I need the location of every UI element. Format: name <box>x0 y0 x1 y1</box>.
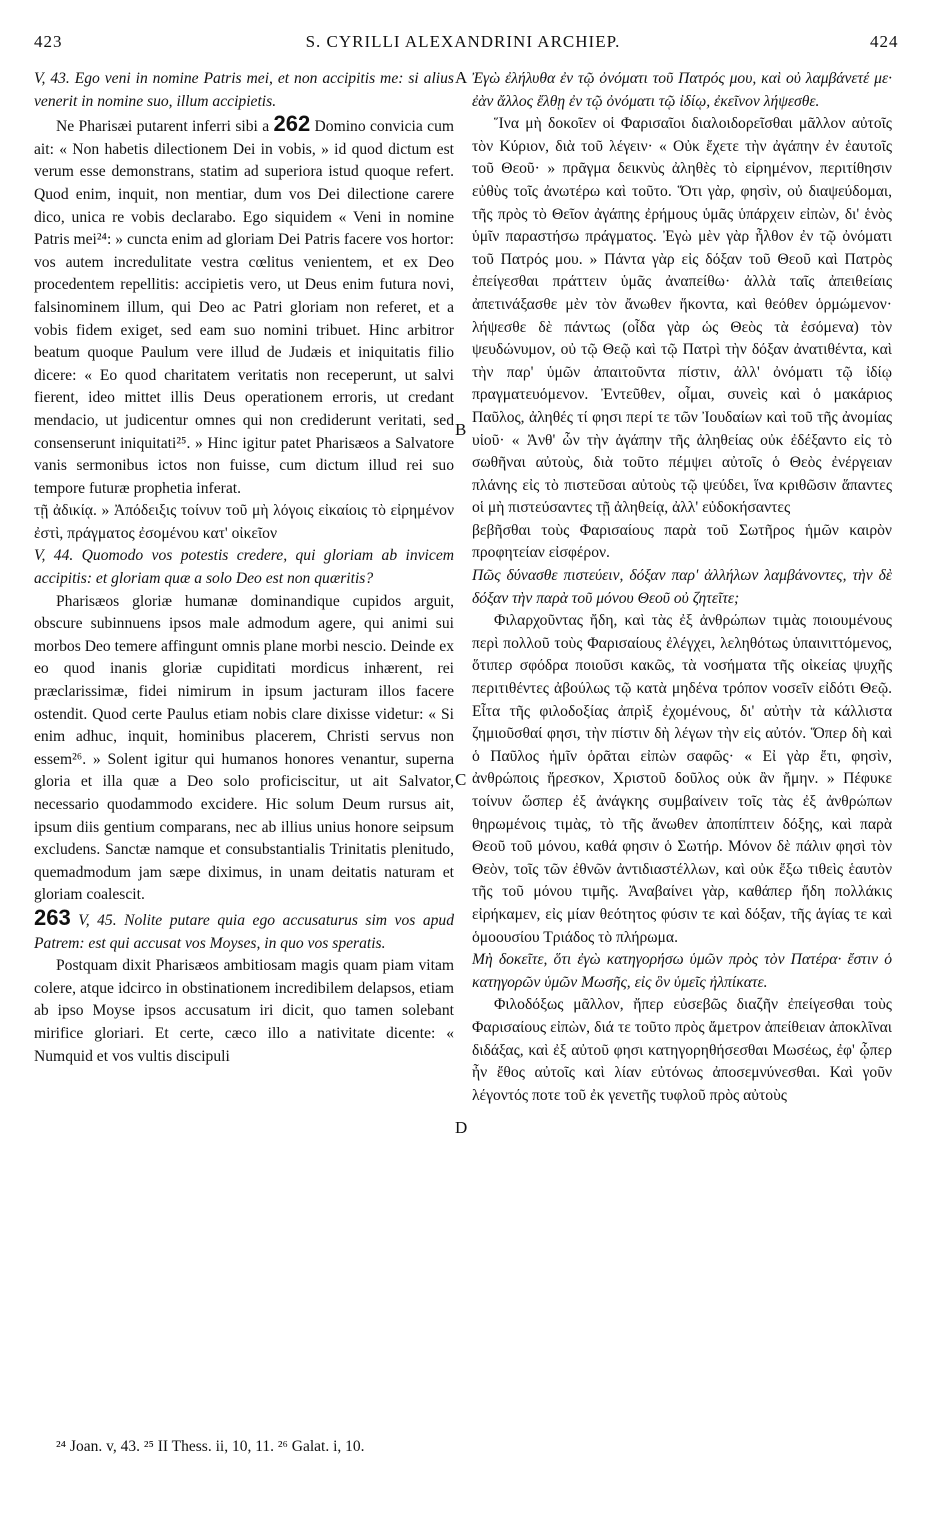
margin-letter-d: D <box>455 1118 468 1137</box>
verse-heading-44-greek: Πῶς δύνασθε πιστεύειν, δόξαν παρ' ἀλλήλων λαμβάνοντες, τὴν δὲ δόξαν τὴν παρὰ τοῦ μόνου Θεοῦ οὐ ζητεῖτε; <box>472 567 892 607</box>
verse-heading-43-latin: V, 43. Ego veni in nomine Patris mei, et non accipitis me: si alius venerit in nomine suo, illum accipietis. <box>34 70 454 110</box>
margin-letter-c: C <box>455 770 467 789</box>
section-number-262: 262 <box>273 111 311 137</box>
latin-paragraph-3: Postquam dixit Pharisæos ambitiosam magis quam piam vitam colere, atque idcirco in obstinationem incredibilem delapsos, etiam ab ipso Moyse ipsos accusatum iri dicit, quo tamen solebant mirifice gloriari. Et certe, cæco illo a nativitate dicente: « Numquid et vos vultis discipuli <box>34 957 454 1065</box>
greek-paragraph-2: Φιλαρχοῦντας ἤδη, καὶ τὰς ἐξ ἀνθρώπων τιμὰς ποιουμένους περὶ πολλοῦ τοὺς Φαρισαίους ἐλέγχει, λεληθότως ὑπαινιττόμενος, ὅτιπερ σφόδρα ποιοῦσι κακῶς, τὰ νοσήματα τῆς οἰκείας ψυχῆς περιτιθέντες ἀβούλως τῷ κατὰ μηδένα τρόπον νοσεῖν εἰδότι Θεῷ. Εἶτα τῆς φιλοδοξίας ἀπρὶξ ἐχομένους, δι' αὐτὴν τὰ κάλλιστα ζημιοῦσθαί φησι, τὴν πίστιν δὴ λέγων τὴν εἰς αὐτόν. Ὅπερ δὴ καὶ ὁ Παῦλος ἡμῖν ὁρᾶται εἰπὼν σαφῶς· « Εἰ γὰρ ἔτι, φησὶν, ἀνθρώποις ἤρεσκον, Χριστοῦ δοῦλος οὐκ ἂν ἤμην. » Πέφυκε τοίνυν ὥσπερ ἐξ ἀνάγκης συμβαίνειν τοῖς τὰς ἐξ ἀνθρώπων θηρωμένοις τιμὰς, τὸ τῆς ἄνωθεν ἀποπίπτειν δόξης, καὶ παρὰ Θεοῦ τοῦ μόνου, καθά φησιν ὁ Σωτήρ. Μόνον δὲ πάλιν φησὶ τὸν Θεὸν, τοῖς τῶν ἐθνῶν ἀντιδιαστέλλων, καὶ οὐκ ἔξω τιθεὶς ἑαυτὸν τῆς τοῦ μόνου τιμῆς. Ἀναβαίνει γὰρ, καθάπερ ἤδη πολλάκις εἰρήκαμεν, εἰς μίαν θεότητος φύσιν τε καὶ δόξαν, τῆς ἁγίας τε καὶ ὁμοουσίου Τριάδος τὸ πλήρωμα. <box>472 612 892 946</box>
margin-letter-a: A <box>455 68 468 87</box>
latin-p1-start: Ne Pharisæi putarent inferri sibi a <box>56 118 270 136</box>
greek-paragraph-1: Ἵνα μὴ δοκοῖεν οἱ Φαρισαῖοι διαλοιδορεῖσθαι μᾶλλον αὐτοῖς τὸν Κύριον, διὰ τοῦ λέγειν· « Οὐκ ἔχετε τὴν ἀγάπην ἐν ἑαυτοῖς τοῦ Θεοῦ· » πρᾶγμα δεικνὺς ἀληθὲς τὸ εἰρημένον, περιτίθησιν εὐθὺς τοῖς ἀνωτέρω καὶ τοῦτο. Ὅτι γὰρ, φησὶν, οὐ διαψεύδομαι, τῆς πρὸς τὸ Θεῖον ἀγάπης ἐρήμους ὑμᾶς ὑπάρχειν εἰπὼν, δι' ἑνὸς ὑμῖν παραστήσω πράγματος. Ἐγὼ μὲν γὰρ ἦλθον ἐν τῷ ὀνόματι τοῦ Πατρός μου. » Πάντα γὰρ εἰς δόξαν τοῦ Θεοῦ καὶ Πατρὸς ἐπείγεσθαι πράττειν ὑμᾶς ἀναπείθω· ἀλλὰ ταῖς ἀπειθείαις ἀπετινάξασθε μὲν τὸν ἄνωθεν ἥκοντα, καὶ θεόθεν ὁρμώμενον· λήψεσθε δὲ πάντως (οἶδα γὰρ ὡς Θεὸς τὰ ἐσόμενα) τὸν ψευδώνυμον, οὐ τῷ Θεῷ καὶ τῷ Πατρὶ τὴν δόξαν ἀνατιθέντα, καὶ τὴν παρ' ὑμῶν ἀπαιτοῦντα πίστιν, ἀλλ' ὀνόματι τῷ ἰδίῳ πραγματευόμενον. Ἐντεῦθεν, οἶμαι, συνεὶς καὶ ὁ μακάριος Παῦλος, ἀληθές τί φησι περί τε τῶν Ἰουδαίων καὶ τοῦ τῆς ἀνομίας υἱοῦ· « Ἀνθ' ὧν τὴν ἀγάπην τῆς ἀληθείας οὐκ ἐδέξαντο εἰς τὸ σωθῆναι αὐτοὺς, διὰ τοῦτο πέμψει αὐτοῖς ὁ Θεὸς ἐνέργειαν πλάνης εἰς τὸ πιστεῦσαι αὐτοὺς τῷ ψεύδει, ἵνα κριθῶσιν ἅπαντες οἱ μὴ πιστεύσαντες τῇ ἀληθείᾳ, ἀλλ' εὐδοκήσαντες <box>472 115 892 517</box>
latin-p1-body: Domino convicia cum ait: « Non habetis dilectionem Dei in vobis, » id quod dictum est verum esse demonstrans, statim ad superiora istud quoque refert. Quod enim, inquit, non mentiar, dum vos Dei dilectione carere dico, unica re vobis declarabo. Ego siquidem « Veni in nomine Patris mei²⁴: » cuncta enim ad gloriam Dei Patris facere vos hortor: vos autem incredulitate vestra cœlitus venientem, et ex Deo procedentem repellitis: accipietis vero, ut Deus enim futura novi, falsinominem illum, qui Deo ac Patri gloriam non referet, et a vobis fidem exiget, sed eam suo nomini tribuet. Hinc arbitror beatum quoque Paulum vere illud de Judæis et iniquitatis filio dicere: « Eo quod charitatem veritatis non receperunt, ut salvi fierent, ideo mittet illis Deus operationem erroris, ut credant mendacio, ut judicentur omnes qui non crediderunt veritati, sed consenserunt iniquitati²⁵. » Hinc igitur patet Pharisæos a Salvatore vanis sermonibus ictos non fuisse, cum dictum illud rei suo tempore futuræ prophetia inferat. <box>34 118 454 497</box>
greek-p1-continuation: βεβῆσθαι τοὺς Φαρισαίους παρὰ τοῦ Σωτῆρος ἡμῶν καιρὸν προφητείαν εἰσφέρον. <box>472 521 892 562</box>
latin-column <box>34 68 454 1068</box>
verse-heading-44-latin: V, 44. Quomodo vos potestis credere, qui gloriam ab invicem accipitis: et gloriam quæ a solo Deo est non quæritis? <box>34 547 454 588</box>
page-number-right: 424 <box>870 32 899 51</box>
latin-paragraph-1 <box>34 113 454 500</box>
footnotes: ²⁴ Joan. v, 43. ²⁵ II Thess. ii, 10, 11. ²⁶ Galat. i, 10. <box>56 1438 365 1455</box>
greek-column <box>472 68 892 1107</box>
verse-heading-45-latin <box>34 904 455 955</box>
verse-heading-43-greek: Ἐγὼ ἐλήλυθα ἐν τῷ ὀνόματι τοῦ Πατρός μου, καὶ οὐ λαμβάνετέ με· ἐὰν ἄλλος ἔλθῃ ἐν τῷ ὀνόματι τῷ ἰδίῳ, ἐκεῖνον λήψεσθε. <box>472 70 892 110</box>
latin-paragraph-2: Pharisæos gloriæ humanæ dominandique cupidos arguit, obscure subinnuens ipsos male admodum agere, qui animi sui morbos Deo temere affingunt omnis plane morbi nescio. Deinde ex eo quod inanis gloriæ cupiditati mordicus inhærent, rei præclarissimæ, fidei nimirum in ipsum jacturam illos facere ostendit. Quod certe Paulus etiam nobis clare dixisse videtur: « Si enim adhuc, inquit, hominibus placerem, Christi servus non essem²⁶. » Solent igitur qui humanos honores venantur, superna gloria et illa quæ a Deo solo proficiscitur, ut ait Salvator, necessario quodammodo excidere. Hic solum Deum rursus ait, ipsum diis gentium comparans, nec ab illius unius honore seipsum excludens. Sanctæ namque et consubstantialis Trinitatis plenitudo, quemadmodum jam sæpe diximus, in unam deitatis naturam et gloriam coalescit. <box>34 592 454 904</box>
running-title: S. CYRILLI ALEXANDRINI ARCHIEP. <box>305 32 621 51</box>
greek-paragraph-3: Φιλοδόξως μᾶλλον, ἤπερ εὐσεβῶς διαζῆν ἐπείγεσθαι τοὺς Φαρισαίους εἰπὼν, διά τε τοῦτο πρὸς ἄμετρον ἀπείθειαν ἀποκλῖναι διδάξας, καὶ ἐξ αὐτοῦ φησι κατηγορηθήσεσθαι Μωσέως, ἐφ' ᾧπερ ἦν ἔθος αὐτοῖς καὶ λίαν εὐτόνως ἀποσεμνύνεσθαι. Καὶ γοῦν λέγοντός ποτε τοῦ ἐκ γενετῆς τυφλοῦ πρὸς αὐτοὺς <box>472 996 892 1104</box>
greek-continuation-left: τῇ ἀδικίᾳ. » Ἀπόδειξις τοίνυν τοῦ μὴ λόγοις εἰκαίοις τὸ εἰρημένον ἐστὶ, πράγματος ἐσομένου κατ' οἰκεῖον <box>34 502 454 542</box>
page-header <box>0 32 926 62</box>
margin-letter-b: B <box>455 420 467 439</box>
page-number-left: 423 <box>34 32 63 51</box>
verse-heading-45-greek: Μὴ δοκεῖτε, ὅτι ἐγὼ κατηγορήσω ὑμῶν πρὸς τὸν Πατέρα· ἔστιν ὁ κατηγορῶν ὑμῶν Μωσῆς, εἰς ὃν ὑμεῖς ἠλπίκατε. <box>472 951 892 991</box>
section-number-263: 263 <box>34 904 71 930</box>
verse-45-latin-text: V, 45. Nolite putare quia ego accusaturus sim vos apud Patrem: est qui accusat vos Moyses, in quo vos speratis. <box>34 911 455 952</box>
